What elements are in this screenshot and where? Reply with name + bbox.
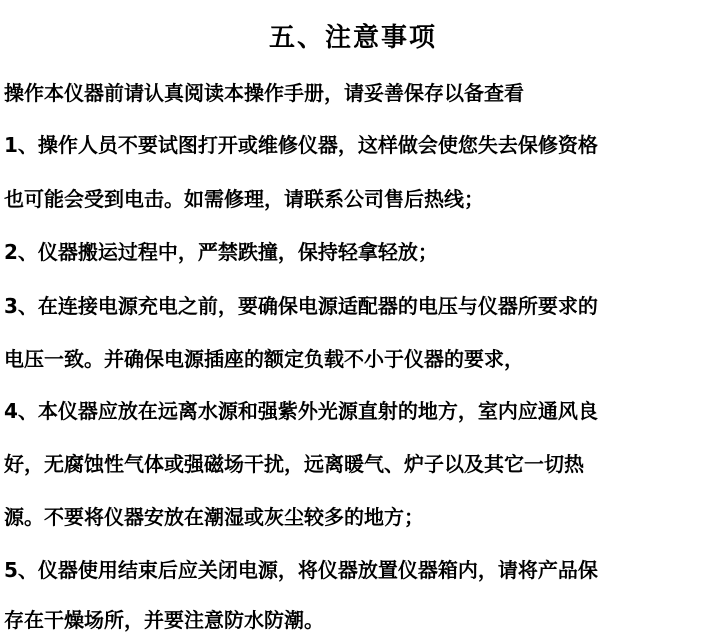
note-5-line-1: 5、仪器使用结束后应关闭电源，将仪器放置仪器箱内，请将产品保: [4, 558, 598, 582]
note-4-line-2: 好，无腐蚀性气体或强磁场干扰，远离暖气、炉子以及其它一切热: [4, 452, 584, 476]
section-title: 五、注意事项: [268, 23, 437, 53]
note-3-line-2: 电压一致。并确保电源插座的额定负载不小于仪器的要求，: [4, 347, 524, 371]
note-2-line-1: 2、仪器搬运过程中，严禁跌撞，保持轻拿轻放；: [4, 240, 438, 264]
note-4-line-1: 4、本仪器应放在远离水源和强紫外光源直射的地方，室内应通风良: [4, 399, 598, 423]
note-1-line-1: 1、操作人员不要试图打开或维修仪器，这样做会使您失去保修资格: [4, 133, 598, 157]
note-4-line-3: 源。不要将仪器安放在潮湿或灰尘较多的地方；: [4, 505, 424, 529]
note-3-line-1: 3、在连接电源充电之前，要确保电源适配器的电压与仪器所要求的: [4, 294, 598, 318]
intro-line: 操作本仪器前请认真阅读本操作手册，请妥善保存以备查看: [4, 81, 524, 105]
note-1-line-2: 也可能会受到电击。如需修理，请联系公司售后热线；: [4, 187, 484, 211]
note-5-line-2: 存在干燥场所，并要注意防水防潮。: [4, 608, 324, 632]
